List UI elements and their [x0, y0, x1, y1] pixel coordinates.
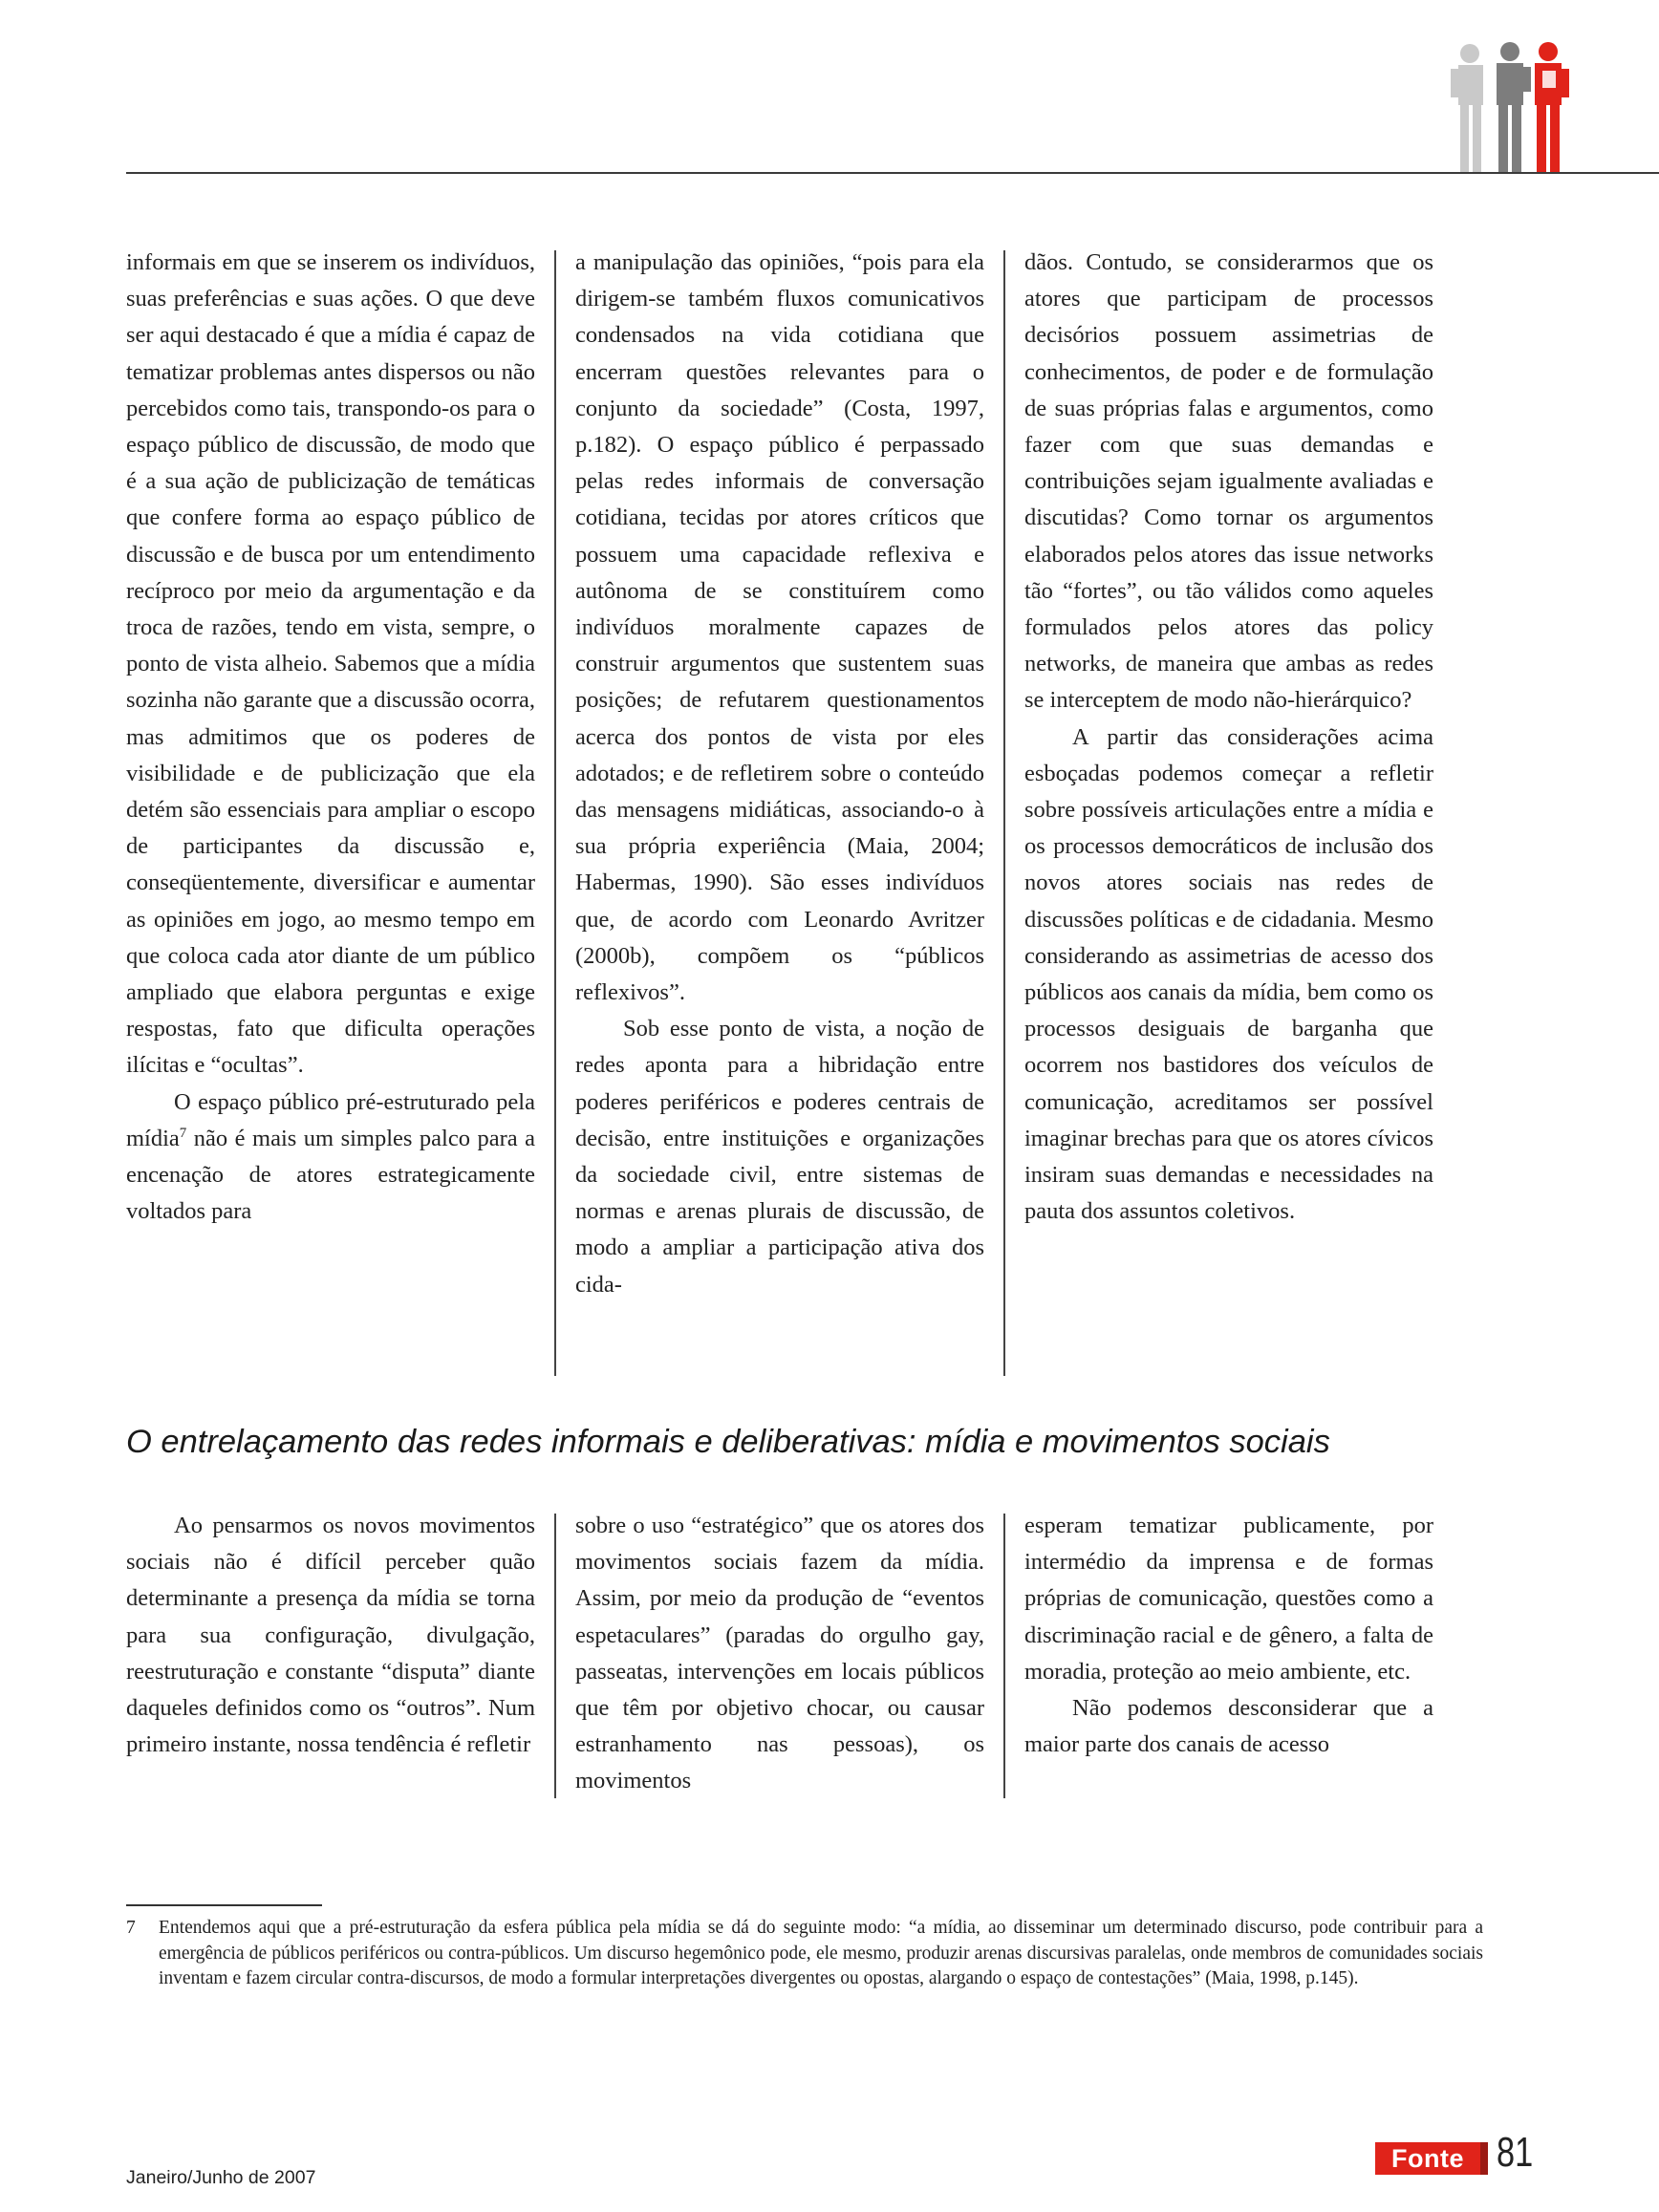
paragraph: A partir das considerações acima esboçadas podemos começar a refletir sobre possíveis articulações entre a mídia e os processos democráticos de inclusão dos novos atores sociais nas redes de discussões políticas e de cidadania. Mesmo considerando as assimetrias de acesso dos públicos aos canais da mídia, bem como os processos desiguais de barganha que ocorrem nos bastidores dos veículos de comunicação, acreditamos ser possível imaginar brechas para que os atores cívicos insiram suas demandas e necessidades na pauta dos assuntos coletivos. [1024, 723, 1433, 1225]
footnote-reference: 7 [179, 1125, 187, 1141]
paragraph: esperam tematizar publicamente, por intermédio da imprensa e de formas próprias de comunicação, questões como a discriminação racial e de gênero, a falta de moradia, proteção ao meio ambiente, etc. [1024, 1513, 1433, 1685]
section-title: O entrelaçamento das redes informais e deliberativas: mídia e movimentos sociais [126, 1424, 1330, 1460]
column-divider [1003, 250, 1005, 1376]
issue-date: Janeiro/Junho de 2007 [126, 2167, 316, 2188]
header-rule [126, 172, 1659, 174]
text-column-1 [126, 245, 535, 1372]
paragraph [126, 1085, 535, 1231]
paragraph: sobre o uso “estratégico” que os atores dos movimentos sociais fazem da mídia. Assim, por meio da produção de “eventos espetaculares” (paradas do orgulho gay, passeatas, intervenções em locais públicos que têm por objetivo chocar, ou causar estranhamento nas pessoas), os movimentos [575, 1513, 984, 1794]
page-number: 81 [1497, 2129, 1534, 2176]
column-divider [554, 250, 556, 1376]
column-divider [554, 1514, 556, 1798]
text-column-3 [1024, 245, 1433, 1372]
text-column-1 [126, 1508, 535, 1800]
footnote-rule [126, 1904, 322, 1906]
magazine-brand: Fonte [1375, 2142, 1480, 2175]
paragraph: informais em que se inserem os indivíduos, suas preferências e suas ações. O que deve ser aqui destacado é que a mídia é capaz de tematizar problemas antes dispersos ou não percebidos como tais, transpondo-os para o espaço público de discussão, de modo que é a sua ação de publicização de temáticas que confere forma ao espaço público de discussão e de busca por um entendimento recíproco por meio da argumentação e da troca de razões, tendo em vista, sempre, o ponto de vista alheio. Sabemos que a mídia sozinha não garante que a discussão ocorra, mas admitimos que os poderes de visibilidade e de publicização que ela detém são essenciais para ampliar o escopo de participantes da discussão e, conseqüentemente, diversificar e aumentar as opiniões em jogo, ao mesmo tempo em que coloca cada ator diante de um público ampliado que elabora perguntas e exige respostas, fato que dificulta operações ilícitas e “ocultas”. [126, 249, 535, 1079]
paragraph-text: não é mais um simples palco para a encenação de atores estrategicamente voltados para [126, 1125, 535, 1225]
figure-gray-icon [1497, 42, 1531, 172]
footnote-text: Entendemos aqui que a pré-estruturação da esfera pública pela mídia se dá do seguinte modo: “a mídia, ao disseminar um determinado discurso, pode contribuir para a emergência de públicos periféricos ou contra-públicos. Um discurso hegemônico pode, ele mesmo, produzir arenas discursivas paralelas, onde membros de comunidades sociais inventam e fazem circular contra-discursos, de modo a formular interpretações divergentes ou opostas, alargando o espaço de contestações” (Maia, 1998, p.145). [159, 1918, 1483, 1988]
column-divider [1003, 1514, 1005, 1798]
paragraph: a manipulação das opiniões, “pois para ela dirigem-se também fluxos comunicativos condensados na vida cotidiana que encerram questões relevantes para o conjunto da sociedade” (Costa, 1997, p.182). O espaço público é perpassado pelas redes informais de conversação cotidiana, tecidas por atores críticos que possuem uma capacidade reflexiva e autônoma de se constituírem como indivíduos moralmente capazes de construir argumentos que sustentem suas posições; de refutarem questionamentos acerca dos pontos de vista por eles adotados; e de refletirem sobre o conteúdo das mensagens midiáticas, associando-o à sua própria experiência (Maia, 2004; Habermas, 1990). São esses indivíduos que, de acordo com Leonardo Avritzer (2000b), compõem os “públicos reflexivos”. [575, 249, 984, 1006]
footnote-number: 7 [126, 1918, 136, 1938]
figure-light-icon [1451, 44, 1483, 172]
text-column-2 [575, 245, 984, 1372]
paragraph: Não podemos desconsiderar que a maior parte dos canais de acesso [1024, 1695, 1433, 1758]
figure-red-icon [1535, 42, 1569, 172]
people-figures-logo [1441, 40, 1584, 174]
paragraph-text: O espaço público pré-estruturado pela mídia [126, 1088, 535, 1151]
paragraph: Sob esse ponto de vista, a noção de redes aponta para a hibridação entre poderes periféricos e poderes centrais de decisão, entre instituições e organizações da sociedade civil, entre sistemas de normas e arenas plurais de discussão, de modo a ampliar a participação ativa dos cida- [575, 1016, 984, 1298]
paragraph: dãos. Contudo, se considerarmos que os atores que participam de processos decisórios possuem assimetrias de conhecimentos, de poder e de formulação de suas próprias falas e argumentos, como fazer com que suas demandas e contribuições sejam igualmente avaliadas e discutidas? Como tornar os argumentos elaborados pelos atores das issue networks tão “fortes”, ou tão válidos como aqueles formulados pelos atores das policy networks, de maneira que ambas as redes se interceptem de modo não-hierárquico? [1024, 249, 1433, 714]
footnote [126, 1916, 1483, 1992]
text-column-3 [1024, 1508, 1433, 1800]
bottom-text-columns [126, 1508, 1491, 1800]
text-column-2 [575, 1508, 984, 1800]
paragraph: Ao pensarmos os novos movimentos sociais não é difícil perceber quão determinante a presença da mídia se torna para sua configuração, divulgação, reestruturação e constante “disputa” diante daqueles definidos como os “outros”. Num primeiro instante, nossa tendência é refletir [126, 1513, 535, 1758]
top-text-columns [126, 245, 1491, 1372]
